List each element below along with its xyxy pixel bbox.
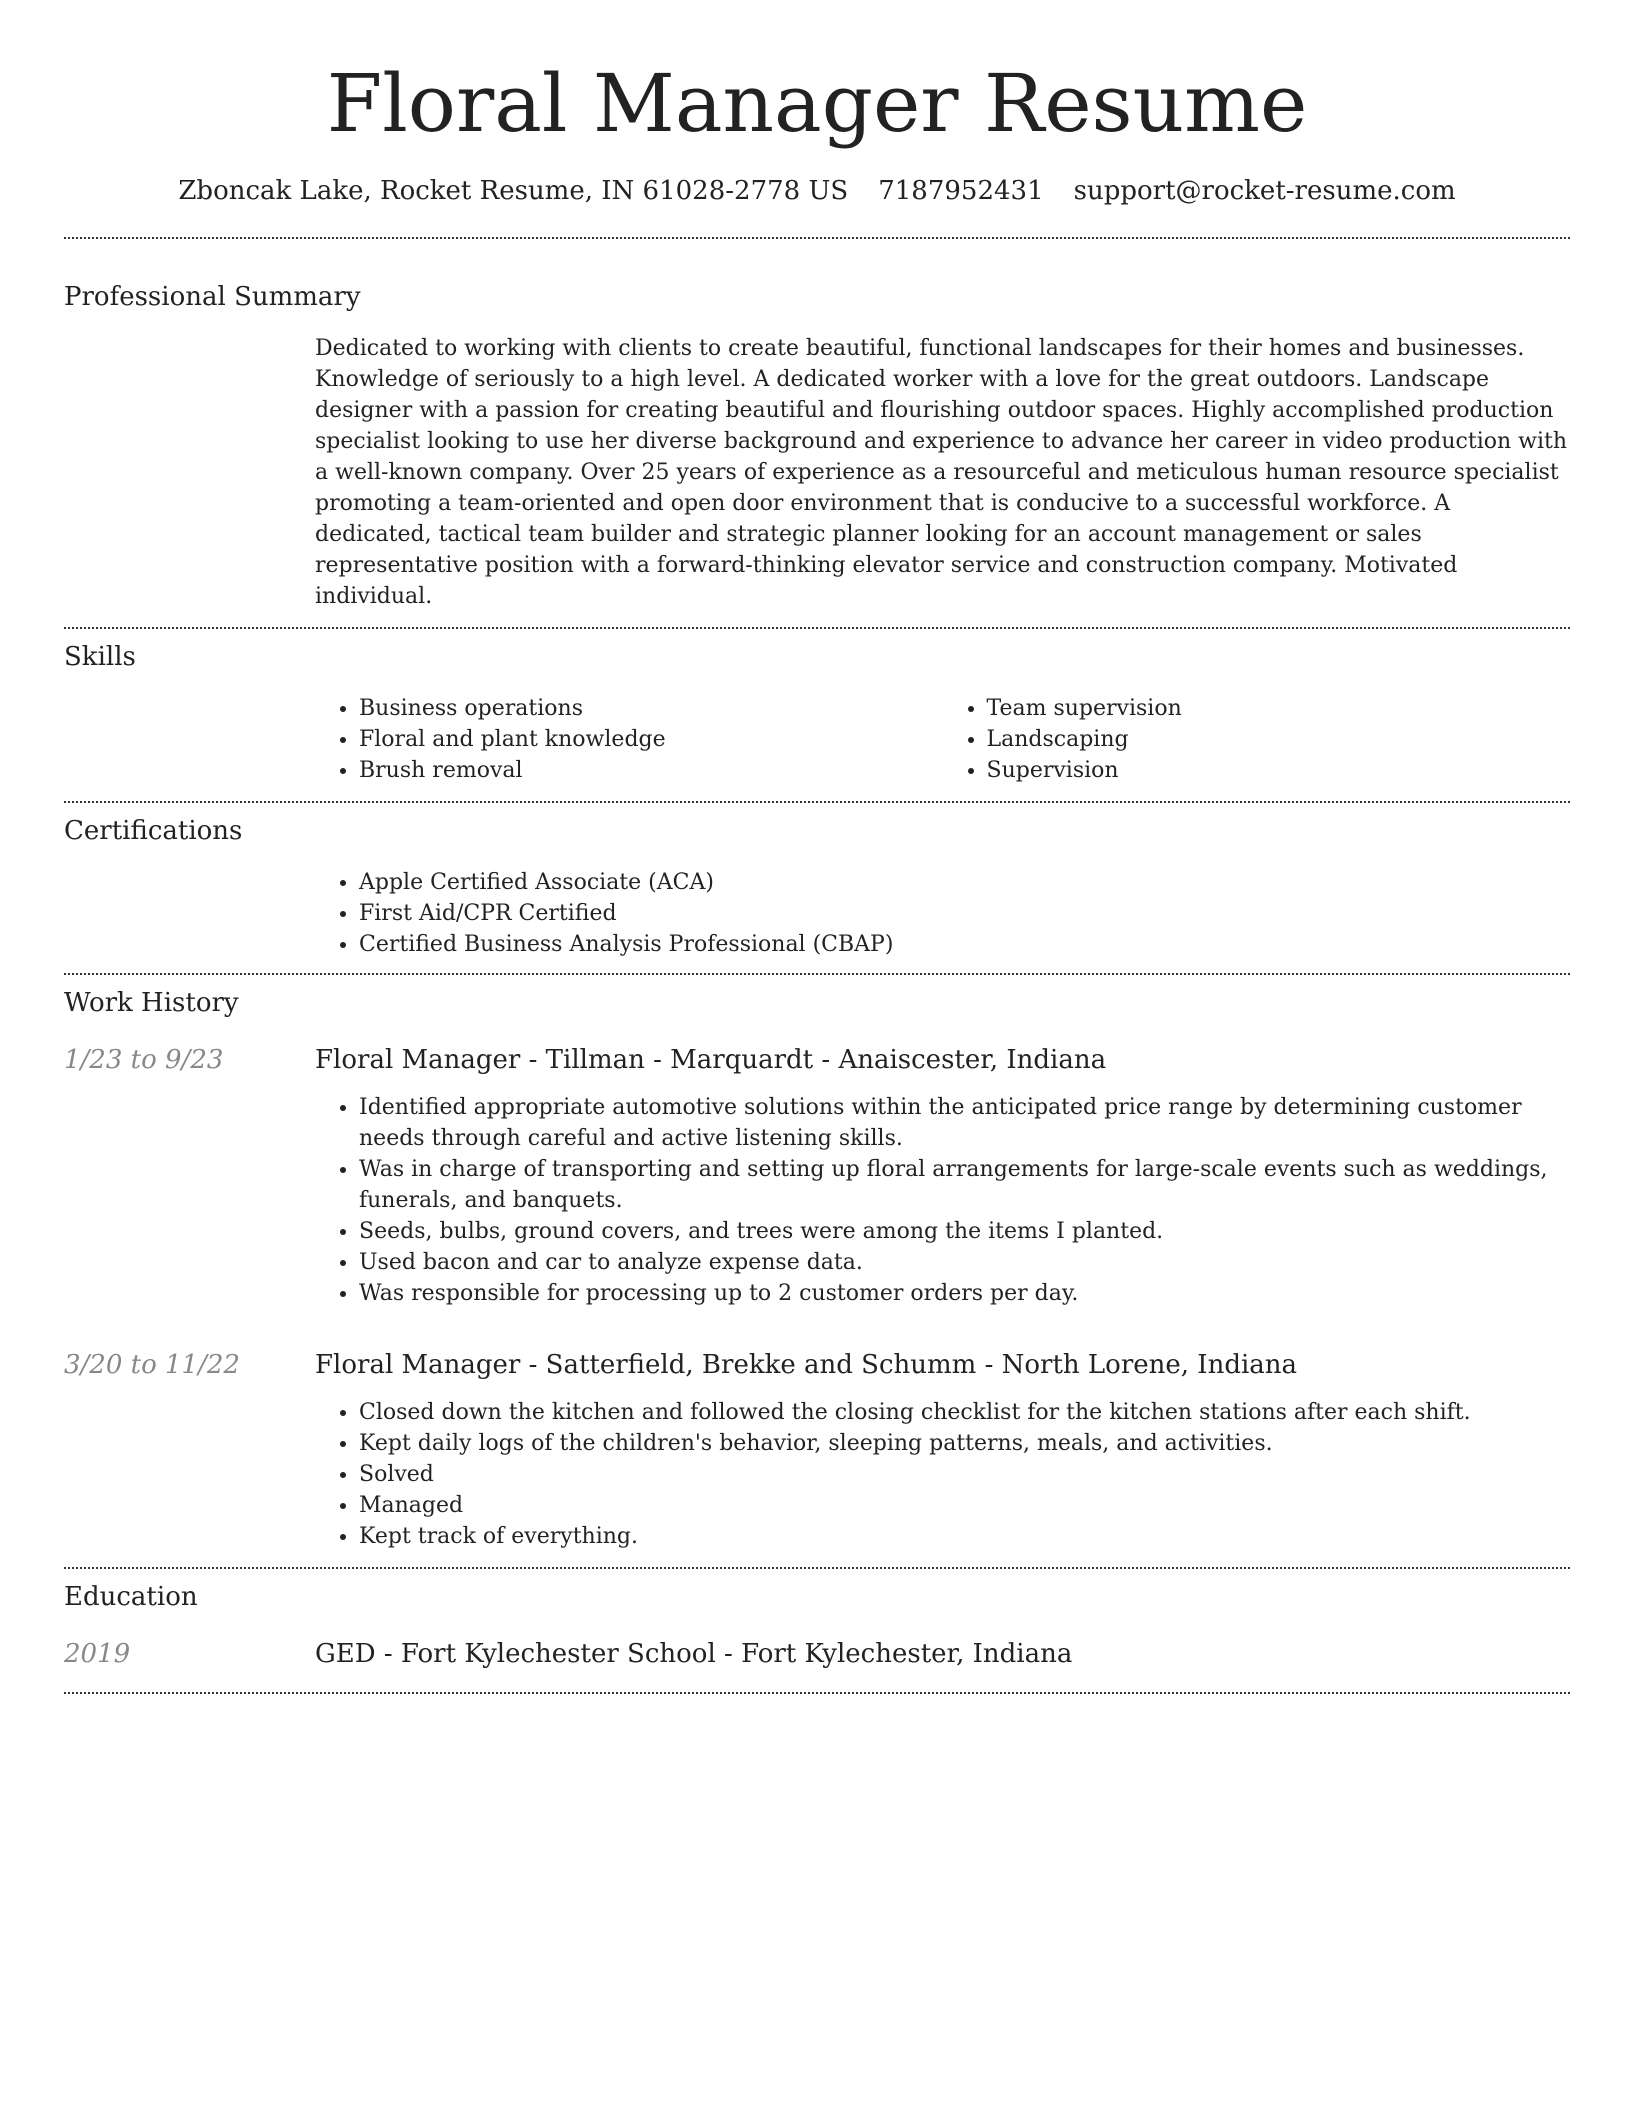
certification-item: • First Aid/CPR Certified	[359, 898, 1570, 929]
job-bullet: • Identified appropriate automotive solutions within the anticipated price range by determining customer needs through careful and active listening skills.	[359, 1092, 1570, 1154]
resume-title: Floral Manager Resume	[326, 57, 1308, 150]
job-entry	[64, 1043, 1570, 1309]
education-date: 2019	[64, 1639, 131, 1669]
work-heading: Work History	[64, 988, 239, 1018]
certifications-heading: Certifications	[64, 816, 243, 846]
certifications-section	[64, 867, 1570, 960]
job-bullet: • Seeds, bulbs, ground covers, and trees were among the items I planted.	[359, 1216, 1570, 1247]
certification-item: • Apple Certified Associate (ACA)	[359, 867, 1570, 898]
contact-email: support@rocket-resume.com	[1073, 176, 1456, 206]
certifications-list	[315, 867, 1570, 960]
job-bullets	[315, 1397, 1570, 1552]
job-date: 3/20 to 11/22	[64, 1350, 240, 1380]
education-title: GED - Fort Kylechester School - Fort Kylechester, Indiana	[315, 1639, 1073, 1669]
job-bullet: • Kept daily logs of the children's behavior, sleeping patterns, meals, and activities.	[359, 1428, 1570, 1459]
skills-list-right	[943, 693, 1571, 786]
certification-item: • Certified Business Analysis Professional (CBAP)	[359, 929, 1570, 960]
job-title: Floral Manager - Tillman - Marquardt - Anaiscester, Indiana	[315, 1045, 1107, 1075]
education-heading: Education	[64, 1582, 198, 1612]
job-bullet: • Solved	[359, 1459, 1570, 1490]
skill-item: • Landscaping	[987, 724, 1571, 755]
education-entry	[64, 1637, 1570, 1671]
skill-item: • Business operations	[359, 693, 943, 724]
summary-section	[64, 333, 1570, 612]
divider	[64, 973, 1570, 975]
skills-list-left	[315, 693, 943, 786]
divider	[64, 627, 1570, 629]
job-bullet: • Kept track of everything.	[359, 1521, 1570, 1552]
job-title: Floral Manager - Satterfield, Brekke and Schumm - North Lorene, Indiana	[315, 1350, 1298, 1380]
job-bullet: • Closed down the kitchen and followed the closing checklist for the kitchen stations after each shift.	[359, 1397, 1570, 1428]
divider	[64, 237, 1570, 239]
job-bullet: • Was in charge of transporting and setting up floral arrangements for large-scale events such as weddings, funerals, and banquets.	[359, 1154, 1570, 1216]
summary-text: Dedicated to working with clients to create beautiful, functional landscapes for their homes and businesses. Knowledge of seriously to a high level. A dedicated worker with a love for the great outdoors. Landscape designer with a passion for creating beautiful and flourishing outdoor spaces. Highly accomplished production specialist looking to use her diverse background and experience to advance her career in video production with a well-known company. Over 25 years of experience as a resourceful and meticulous human resource specialist promoting a team-oriented and open door environment that is conducive to a successful workforce. A dedicated, tactical team builder and strategic planner looking for an account management or sales representative position with a forward-thinking elevator service and construction company. Motivated individual.	[315, 336, 1568, 609]
job-date: 1/23 to 9/23	[64, 1045, 224, 1075]
divider	[64, 1692, 1570, 1694]
job-bullet: • Used bacon and car to analyze expense data.	[359, 1247, 1570, 1278]
skills-section	[64, 693, 1570, 786]
summary-heading: Professional Summary	[64, 282, 361, 312]
job-bullet: • Managed	[359, 1490, 1570, 1521]
skill-item: • Team supervision	[987, 693, 1571, 724]
job-entry	[64, 1348, 1570, 1552]
contact-phone: 7187952431	[878, 176, 1044, 206]
skill-item: • Brush removal	[359, 755, 943, 786]
skill-item: • Supervision	[987, 755, 1571, 786]
skill-item: • Floral and plant knowledge	[359, 724, 943, 755]
contact-line	[64, 174, 1570, 208]
skills-heading: Skills	[64, 642, 136, 672]
job-bullet: • Was responsible for processing up to 2 customer orders per day.	[359, 1278, 1570, 1309]
job-bullets	[315, 1092, 1570, 1309]
divider	[64, 1567, 1570, 1569]
contact-address: Zboncak Lake, Rocket Resume, IN 61028-2778 US	[178, 176, 849, 206]
divider	[64, 801, 1570, 803]
resume-page	[64, 0, 1570, 1694]
